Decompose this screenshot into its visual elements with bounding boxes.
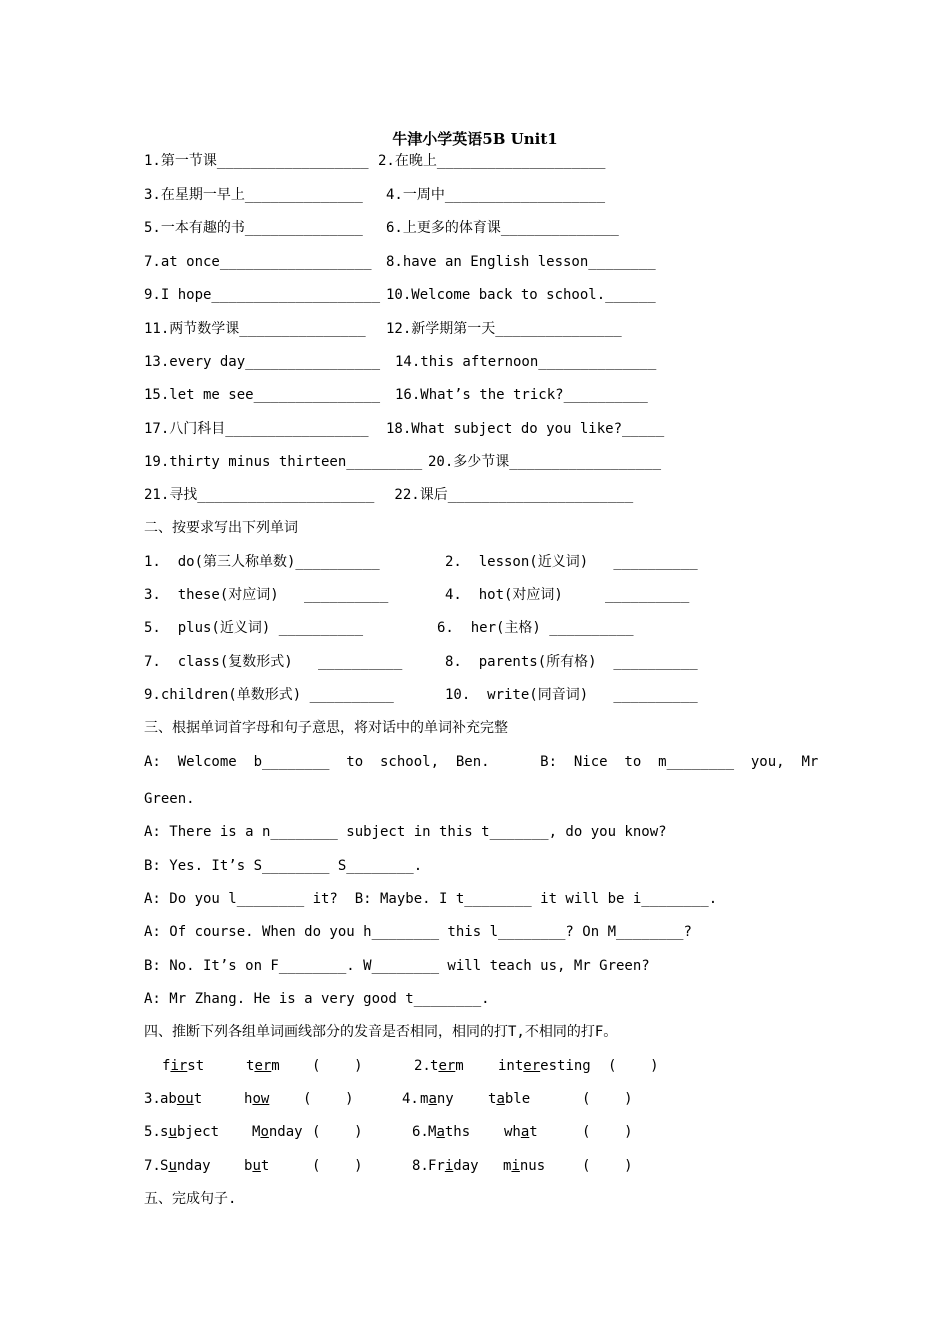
item-number	[144, 1057, 161, 1075]
phrase-item: 4.一周中___________________	[386, 187, 606, 203]
word-part: f	[162, 1058, 171, 1074]
underlined-letters: a	[428, 1091, 437, 1107]
section-heading: 二、按要求写出下列单词	[144, 520, 298, 536]
word-part: ny	[436, 1091, 454, 1107]
word-part: t	[488, 1091, 497, 1107]
phrase-item: 1.第一节课__________________	[144, 153, 369, 169]
underlined-letters: ir	[170, 1058, 188, 1074]
section-heading: 三、根据单词首字母和句子意思，将对话中的单词补充完整	[144, 720, 508, 736]
word-item: 8. parents(所有格) __________	[445, 654, 698, 670]
dialogue-line: A: Of course. When do you h________ this l________? On M________?	[144, 924, 692, 940]
word-part: ble	[504, 1091, 531, 1107]
word-part: ths	[444, 1124, 471, 1140]
pronunciation-word	[246, 1057, 280, 1075]
worksheet-title: 牛津小学英语5B Unit1	[392, 130, 558, 148]
underlined-letters: u	[168, 1158, 177, 1174]
answer-parentheses: ( )	[582, 1124, 633, 1140]
pronunciation-word	[430, 1057, 464, 1075]
word-part: st	[187, 1058, 205, 1074]
word-part: nus	[519, 1158, 546, 1174]
word-item: 3. these(对应词) __________	[144, 587, 389, 603]
word-part: M	[252, 1124, 261, 1140]
phrase-item: 5.一本有趣的书______________	[144, 220, 363, 236]
underlined-letters: i	[511, 1158, 520, 1174]
phrase-item: 13.every day________________	[144, 354, 381, 370]
word-part: wh	[504, 1124, 521, 1140]
phrase-item: 20.多少节课__________________	[428, 454, 662, 470]
dialogue-line: B: Yes. It’s S________ S________.	[144, 858, 423, 874]
underlined-letters: a	[496, 1091, 505, 1107]
pronunciation-word	[160, 1090, 202, 1108]
word-item: 1. do(第三人称单数)__________	[144, 554, 380, 570]
phrase-item: 16.What’s the trick?__________	[395, 387, 648, 403]
word-part: m	[271, 1058, 280, 1074]
item-number: 8.	[412, 1158, 429, 1174]
underlined-letters: o	[260, 1124, 269, 1140]
word-part: t	[246, 1058, 255, 1074]
underlined-letters: ou	[176, 1091, 194, 1107]
word-part: b	[244, 1158, 253, 1174]
dialogue-line: Green.	[144, 791, 195, 807]
answer-parentheses: ( )	[608, 1058, 659, 1074]
pronunciation-word	[428, 1123, 470, 1141]
underlined-letters: er	[438, 1058, 456, 1074]
pronunciation-word	[252, 1123, 303, 1141]
word-part: m	[503, 1158, 512, 1174]
phrase-item: 12.新学期第一天_______________	[386, 321, 622, 337]
phrase-item: 14.this afternoon______________	[395, 354, 657, 370]
underlined-letters: ow	[252, 1091, 270, 1107]
word-item: 7. class(复数形式) __________	[144, 654, 403, 670]
underlined-letters: er	[254, 1058, 272, 1074]
answer-parentheses: ( )	[312, 1124, 363, 1140]
answer-parentheses: ( )	[582, 1091, 633, 1107]
word-part: t	[529, 1124, 538, 1140]
phrase-item: 17.八门科目_________________	[144, 421, 369, 437]
dialogue-line: B: No. It’s on F________. W________ will teach us, Mr Green?	[144, 958, 650, 974]
pronunciation-word	[498, 1057, 591, 1075]
word-item: 5. plus(近义词) __________	[144, 620, 364, 636]
dialogue-line: A: Mr Zhang. He is a very good t________.	[144, 991, 490, 1007]
item-number: 2.	[414, 1058, 431, 1074]
pronunciation-word	[504, 1123, 538, 1141]
dialogue-line: A: Do you l________ it? B: Maybe. I t________ it will be i________.	[144, 891, 718, 907]
item-number: 4.	[402, 1091, 419, 1107]
pronunciation-word	[244, 1090, 269, 1108]
word-part: nday	[176, 1158, 211, 1174]
word-part: S	[160, 1158, 169, 1174]
word-part: int	[498, 1058, 524, 1074]
section-heading: 四、推断下列各组单词画线部分的发音是否相同，相同的打T,不相同的打F。	[144, 1024, 618, 1040]
phrase-item: 18.What subject do you like?_____	[386, 421, 665, 437]
word-part: M	[428, 1124, 437, 1140]
phrase-item: 10.Welcome back to school.______	[386, 287, 656, 303]
pronunciation-word	[420, 1090, 454, 1108]
word-part: esting	[540, 1058, 591, 1074]
word-item: 2. lesson(近义词) __________	[445, 554, 698, 570]
word-part: m	[420, 1091, 429, 1107]
pronunciation-word	[244, 1157, 269, 1175]
section-heading: 五、完成句子.	[144, 1191, 237, 1207]
item-number: 5.	[144, 1124, 161, 1140]
answer-parentheses: ( )	[312, 1158, 363, 1174]
underlined-letters: a	[520, 1124, 530, 1140]
pronunciation-word	[160, 1157, 211, 1175]
word-part: t	[193, 1091, 203, 1107]
word-part: Fr	[428, 1158, 445, 1174]
word-item: 6. her(主格) __________	[437, 620, 634, 636]
underlined-letters: i	[444, 1158, 454, 1174]
word-part: nday	[268, 1124, 303, 1140]
word-part: day	[453, 1158, 479, 1174]
phrase-item: 19.thirty minus thirteen_________	[144, 454, 423, 470]
dialogue-line: A: Welcome b________ to school, Ben. B: Nice to m________ you, Mr	[144, 754, 819, 770]
answer-parentheses: ( )	[312, 1058, 363, 1074]
phrase-item: 3.在星期一早上______________	[144, 187, 363, 203]
word-part: h	[244, 1091, 253, 1107]
phrase-item: 22.课后______________________	[386, 487, 634, 503]
pronunciation-word	[503, 1157, 545, 1175]
word-item: 4. hot(对应词) __________	[445, 587, 690, 603]
phrase-item: 15.let me see_______________	[144, 387, 381, 403]
word-item: 9.children(单数形式) __________	[144, 687, 394, 703]
dialogue-line: A: There is a n________ subject in this t_______, do you know?	[144, 824, 667, 840]
phrase-item: 21.寻找_____________________	[144, 487, 375, 503]
answer-parentheses: ( )	[303, 1091, 354, 1107]
underlined-letters: u	[252, 1158, 261, 1174]
pronunciation-word	[488, 1090, 530, 1108]
word-part: s	[160, 1124, 169, 1140]
phrase-item: 11.两节数学课_______________	[144, 321, 366, 337]
word-part: bject	[176, 1124, 220, 1140]
word-part: ab	[160, 1091, 177, 1107]
item-number: 6.	[412, 1124, 429, 1140]
underlined-letters: er	[523, 1058, 541, 1074]
phrase-item: 7.at once__________________	[144, 254, 372, 270]
pronunciation-word	[162, 1057, 204, 1075]
pronunciation-word	[428, 1157, 479, 1175]
word-item: 10. write(同音词) __________	[445, 687, 698, 703]
phrase-item: 6.上更多的体育课______________	[386, 220, 619, 236]
item-number: 7.	[144, 1158, 161, 1174]
pronunciation-word	[160, 1123, 219, 1141]
answer-parentheses: ( )	[582, 1158, 633, 1174]
phrase-item: 8.have an English lesson________	[386, 254, 656, 270]
word-part: t	[260, 1158, 270, 1174]
underlined-letters: a	[436, 1124, 445, 1140]
word-part: m	[455, 1058, 464, 1074]
phrase-item: 2.在晚上____________________	[378, 153, 606, 169]
underlined-letters: u	[168, 1124, 177, 1140]
item-number: 3.	[144, 1091, 161, 1107]
phrase-item: 9.I hope____________________	[144, 287, 381, 303]
word-part: t	[430, 1058, 439, 1074]
